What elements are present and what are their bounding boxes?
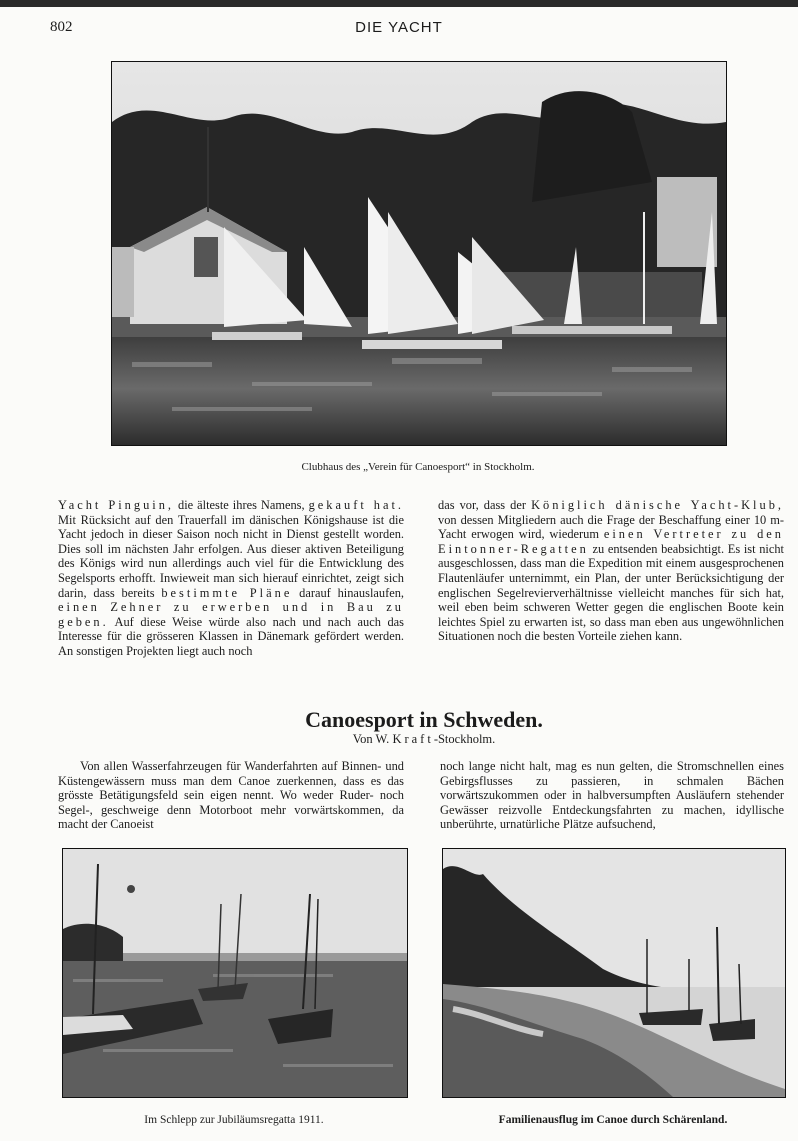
canoe-column-left xyxy=(58,759,404,832)
page-edge xyxy=(0,0,798,7)
text-run: Mit Rücksicht auf den Trauerfall im dänischen Königshause ist die Yacht jedoch in dieser Saison noch nicht in Dienst gestellt worden. Dies soll im nächsten Jahr erfolgen. Aus dieser aktiven Beteiligung des Königs wird nun allerdings auch viel für die Entwicklung des Segelsports erhofft. Inwieweit man sich hierauf einrichtet, zeigt sich darin, dass bereits xyxy=(58,512,404,600)
text-run: die älteste ihres Namens, xyxy=(174,498,309,512)
canoe-column-right xyxy=(440,759,784,832)
canoe-right-text: noch lange nicht halt, mag es nun gelten, die Stromschnellen eines Gebirgsflusses zu passieren, in schmalen Bächen vorwärtszukommen oder in halbversumpften Ausläufern stehender Gewässer reizvolle Entdeckungsfahrten zu machen, idyllische unberührte, urnatürliche Plätze aufsuchend, xyxy=(440,759,784,832)
clubhouse-caption: Clubhaus des „Verein für Canoesport“ in Stockholm. xyxy=(301,461,535,473)
text-run: gekauft hat. xyxy=(308,498,404,512)
text-run: einen Zehner zu erwerben und in Bau zu geben. xyxy=(58,600,404,629)
text-run: Yacht Pinguin, xyxy=(58,498,175,512)
text-run: Königlich dänische Yacht-Klub, xyxy=(531,498,784,512)
text-run: Auf diese Weise würde also nach und nach auch das Interesse für die grösseren Klassen in Dänemark gefördert werden. An sonstigen Projekten liegt auch noch xyxy=(58,614,404,658)
towing-caption: Im Schlepp zur Jubiläumsregatta 1911. xyxy=(144,1114,324,1126)
byline-suffix: -Stockholm. xyxy=(433,732,496,746)
article-byline xyxy=(0,732,798,747)
text-run: das vor, dass der xyxy=(438,498,532,512)
text-run: einen Vertreter zu den Eintonner-Regatten xyxy=(438,527,785,556)
running-title: DIE YACHT xyxy=(355,19,443,36)
text-run: darauf hinauslaufen, xyxy=(292,585,404,600)
page-number: 802 xyxy=(50,19,73,35)
clubhouse-photo xyxy=(111,61,727,446)
skerries-caption: Familienausflug im Canoe durch Schärenland. xyxy=(498,1114,728,1126)
byline-prefix: Von W. xyxy=(352,732,393,746)
upper-column-left xyxy=(58,498,404,659)
article-title: Canoesport in Schweden. xyxy=(305,707,543,732)
canoe-left-text: Von allen Wasserfahrzeugen für Wanderfahrten auf Binnen- und Küstengewässern muss man dem Canoe zuerkennen, dass es das grösste Betätigungsfeld sein eigen nennt. Wo weder Ruder- noch Segel-, geschweige denn Motorboot mehr vorwärtskommen, da macht der Canoeist xyxy=(58,759,404,832)
skerries-photo xyxy=(442,848,786,1098)
towing-photo xyxy=(62,848,408,1098)
text-run: zu entsenden beabsichtigt. Es ist nicht ausgeschlossen, dass man die Expedition mit einem ausgesprochenen Flautenläufer unternimmt, ein Plan, der unter Berücksichtigung der englischen Segelrevierverhältnisse vielleicht manches für sich hat, weil eben beim schweren Wetter gegen die englischen Boote kein leichtes Spiel zu erwarten ist, so dass man eben aus ungewöhnlichen Situationen noch die besten Vorteile ziehen kann. xyxy=(438,541,784,644)
upper-column-right xyxy=(438,498,784,644)
text-run: von dessen Mitgliedern auch die Frage der Beschaffung einer 10 m-Yacht erwogen wird, wiederum xyxy=(438,512,784,542)
byline-author: Kraft xyxy=(392,732,434,746)
text-run: bestimmte Pläne xyxy=(161,585,293,600)
